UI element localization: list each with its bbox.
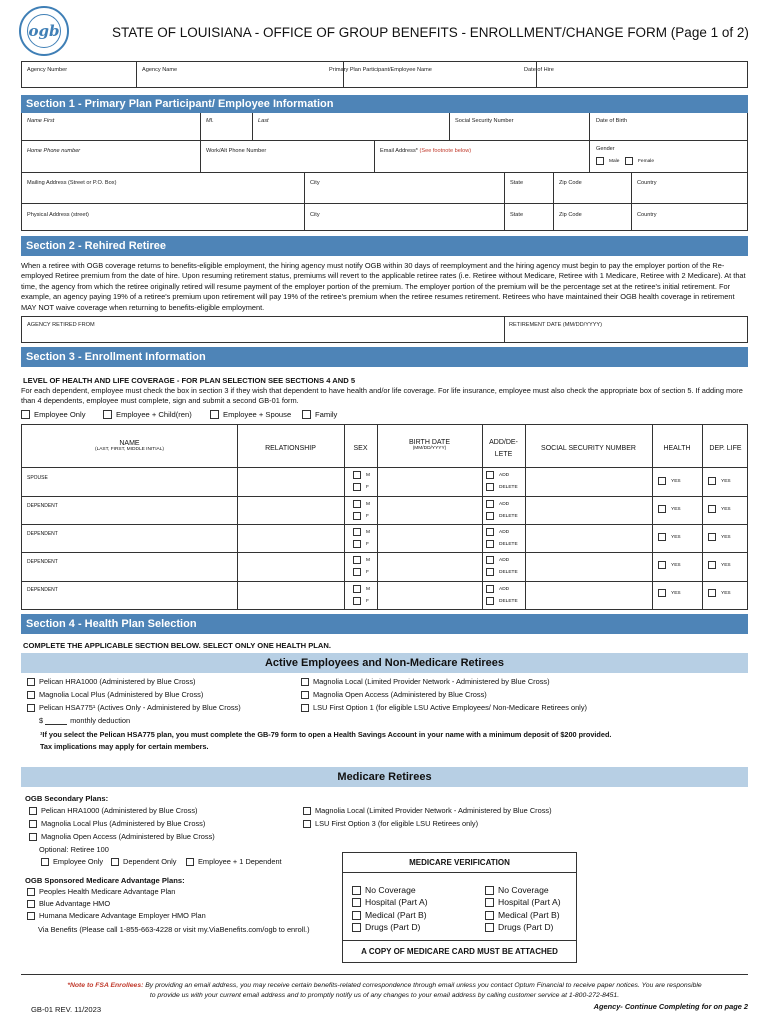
add-option[interactable] — [486, 556, 509, 564]
sex-m-option[interactable] — [353, 471, 370, 479]
col-add-delete: ADD/DE- LETE — [489, 439, 518, 458]
sex-f-checkbox[interactable] — [353, 540, 361, 548]
dep-life-yes-checkbox[interactable] — [708, 589, 716, 597]
plan-checkbox[interactable] — [303, 820, 311, 828]
delete-checkbox[interactable] — [486, 597, 494, 605]
medver-option[interactable] — [485, 885, 549, 895]
plan-option[interactable] — [301, 690, 487, 699]
hsa-note — [40, 729, 611, 753]
delete-checkbox[interactable] — [486, 540, 494, 548]
plan-option[interactable] — [27, 690, 203, 699]
medver-option-label: No Coverage — [498, 885, 549, 895]
employee-children-checkbox[interactable] — [103, 410, 112, 419]
hsa-note-line-1: ¹If you select the Pelican HSA775 plan, you must complete the GB-79 form to open a Health Savings Account in your name with a minimum deposit of $200 provided. — [40, 730, 612, 739]
plan-option[interactable] — [301, 703, 587, 712]
dep-life-yes-label: YES — [721, 562, 731, 568]
fsa-note-line-1: By providing an email address, you may receive certain benefits-related correspondence through email unless you contact Optum Financial to receive paper notices. You are responsible — [143, 982, 702, 989]
email-field[interactable] — [380, 148, 471, 154]
optional-retiree-label: Optional: Retiree 100 — [39, 845, 109, 854]
medver-checkbox[interactable] — [485, 886, 494, 895]
add-label: ADD — [499, 557, 510, 563]
medver-checkbox[interactable] — [352, 923, 361, 932]
add-label: ADD — [499, 586, 510, 592]
plan-option[interactable] — [29, 832, 215, 841]
secondary-plans-heading: OGB Secondary Plans: — [25, 794, 109, 803]
retiree-checkbox[interactable] — [111, 858, 119, 866]
ogb-logo — [19, 6, 69, 56]
dep-life-yes-label: YES — [721, 478, 731, 484]
active-employees-bar: Active Employees and Non-Medicare Retirees — [21, 653, 748, 673]
page-title: STATE OF LOUISIANA - OFFICE OF GROUP BENEFITS - ENROLLMENT/CHANGE FORM (Page 1 of 2) — [112, 25, 749, 40]
health-yes-option[interactable] — [658, 505, 681, 513]
section-2-header: Section 2 - Rehired Retiree — [21, 236, 748, 256]
form-revision-id: GB-01 REV. 11/2023 — [31, 1005, 102, 1014]
hsa-note-line-2: Tax implications may apply for certain members. — [40, 742, 209, 751]
sex-m-label: M — [366, 501, 370, 507]
dep-life-yes-option[interactable] — [708, 561, 731, 569]
col-birth-date — [377, 439, 482, 451]
retiree-option-label: Employee + 1 Dependent — [198, 857, 282, 866]
medver-option[interactable] — [352, 897, 428, 907]
health-yes-label: YES — [671, 562, 681, 568]
add-option[interactable] — [486, 585, 509, 593]
plan-option[interactable] — [303, 819, 478, 828]
sex-f-checkbox[interactable] — [353, 512, 361, 520]
health-yes-option[interactable] — [658, 533, 681, 541]
health-yes-checkbox[interactable] — [658, 533, 666, 541]
plan-checkbox[interactable] — [29, 807, 37, 815]
agency-row — [21, 61, 748, 88]
physical-address-field[interactable]: Physical Address (street) — [27, 212, 89, 218]
deduction-blank[interactable] — [45, 717, 67, 725]
add-checkbox[interactable] — [486, 528, 494, 536]
sex-f-label: F — [366, 513, 369, 519]
sex-m-label: M — [366, 586, 370, 592]
plan-checkbox[interactable] — [27, 888, 35, 896]
plan-label: Blue Advantage HMO — [39, 899, 111, 908]
retiree-checkbox[interactable] — [186, 858, 194, 866]
physical-state-field[interactable]: State — [510, 212, 524, 218]
plan-checkbox[interactable] — [27, 912, 35, 920]
plan-label: Magnolia Local Plus (Administered by Blue Cross) — [41, 819, 206, 828]
female-label: Female — [638, 158, 654, 164]
plan-option[interactable] — [29, 819, 205, 828]
medicare-verification-title: MEDICARE VERIFICATION — [343, 853, 576, 873]
dep-life-yes-checkbox[interactable] — [708, 505, 716, 513]
plan-label: Magnolia Open Access (Administered by Blue Cross) — [41, 832, 215, 841]
medver-option[interactable] — [352, 885, 416, 895]
plan-checkbox[interactable] — [301, 678, 309, 686]
sex-m-checkbox[interactable] — [353, 471, 361, 479]
dep-life-yes-checkbox[interactable] — [708, 561, 716, 569]
medver-option-label: Hospital (Part A) — [365, 897, 428, 907]
coverage-option-employee-children[interactable] — [103, 410, 192, 419]
sex-m-checkbox[interactable] — [353, 528, 361, 536]
delete-label: DELETE — [499, 541, 518, 547]
physical-country-field[interactable]: Country — [637, 212, 657, 218]
gender-label: Gender — [596, 146, 615, 152]
medver-option-label: Medical (Part B) — [498, 910, 560, 920]
dep-life-yes-option[interactable] — [708, 477, 731, 485]
dep-life-yes-checkbox[interactable] — [708, 477, 716, 485]
add-label: ADD — [499, 501, 510, 507]
agency-number-field[interactable]: Agency Number — [27, 67, 68, 73]
retiree-option-label: Dependent Only — [123, 857, 177, 866]
delete-checkbox[interactable] — [486, 483, 494, 491]
agency-retired-from-field[interactable]: AGENCY RETIRED FROM — [27, 322, 95, 328]
medver-option[interactable] — [352, 922, 420, 932]
row-spouse-label: SPOUSE — [27, 475, 48, 481]
plan-label: Humana Medicare Advantage Employer HMO Plan — [39, 911, 206, 920]
medver-option[interactable] — [485, 922, 553, 932]
plan-label: Magnolia Open Access (Administered by Blue Cross) — [313, 690, 487, 699]
dep-life-yes-option[interactable] — [708, 533, 731, 541]
medver-option-label: Hospital (Part A) — [498, 897, 561, 907]
row-dependent-label: DEPENDENT — [27, 559, 58, 565]
medver-option-label: No Coverage — [365, 885, 416, 895]
plan-option[interactable] — [303, 806, 552, 815]
mailing-address-field[interactable]: Mailing Address (Street or P.O. Box) — [27, 180, 117, 186]
col-ssn: SOCIAL SECURITY NUMBER — [541, 445, 636, 452]
plan-checkbox[interactable] — [27, 900, 35, 908]
sex-f-checkbox[interactable] — [353, 483, 361, 491]
sex-f-option[interactable] — [353, 597, 369, 605]
plan-label: LSU First Option 1 (for eligible LSU Active Employees/ Non-Medicare Retirees only) — [313, 703, 587, 712]
coverage-option-label: Employee Only — [34, 410, 86, 419]
sex-f-label: F — [366, 541, 369, 547]
col-sex: SEX — [353, 445, 368, 452]
employee-spouse-checkbox[interactable] — [210, 410, 219, 419]
col-name-sub-label: (LAST, FIRST, MIDDLE INITIAL) — [94, 447, 165, 452]
medver-option-label: Medical (Part B) — [365, 910, 427, 920]
retirement-date-field[interactable]: RETIREMENT DATE (MM/DD/YYYY) — [509, 322, 603, 328]
retiree-option[interactable] — [186, 857, 282, 866]
section-1-header: Section 1 - Primary Plan Participant/ Employee Information — [21, 95, 748, 113]
plan-label: Magnolia Local Plus (Administered by Blue Cross) — [39, 690, 204, 699]
col-name-label: NAME — [119, 440, 140, 447]
delete-label: DELETE — [499, 569, 518, 575]
enrollment-paragraph: For each dependent, employee must check the box in section 3 if they wish that dependent to have health and/or life coverage. For life insurance, employee must also check the appropriate box of section 5. If adding more than 4 dependents, employee must complete, sign and submit a second GB-01 form. — [21, 386, 743, 406]
plan-checkbox[interactable] — [27, 704, 35, 712]
email-label: Email Address* — [380, 148, 418, 154]
mailing-state-field[interactable]: State — [510, 180, 524, 186]
medver-option-label: Drugs (Part D) — [498, 922, 554, 932]
health-yes-label: YES — [671, 478, 681, 484]
date-of-hire-field[interactable]: Date of Hire — [524, 67, 554, 73]
dependent-table — [21, 424, 748, 610]
plan-option[interactable] — [27, 899, 110, 908]
plan-label: Pelican HSA775¹ (Actives Only - Administered by Blue Cross) — [39, 703, 241, 712]
agency-name-field[interactable]: Agency Name — [142, 67, 178, 73]
sex-m-checkbox[interactable] — [353, 585, 361, 593]
plan-option[interactable] — [27, 677, 196, 686]
col-relationship: RELATIONSHIP — [265, 445, 316, 452]
plan-label: Pelican HRA1000 (Administered by Blue Cross) — [41, 806, 198, 815]
add-checkbox[interactable] — [486, 471, 494, 479]
medver-checkbox[interactable] — [352, 898, 361, 907]
medver-option-label: Drugs (Part D) — [365, 922, 421, 932]
delete-option[interactable] — [486, 568, 518, 576]
plan-option[interactable] — [301, 677, 550, 686]
plan-checkbox[interactable] — [27, 691, 35, 699]
plan-checkbox[interactable] — [303, 807, 311, 815]
delete-checkbox[interactable] — [486, 512, 494, 520]
delete-option[interactable] — [486, 540, 518, 548]
home-phone-field[interactable]: Home Phone number — [27, 148, 81, 154]
medver-option[interactable] — [352, 910, 427, 920]
add-checkbox[interactable] — [486, 556, 494, 564]
section-4-header: Section 4 - Health Plan Selection — [21, 614, 748, 634]
fsa-note-line-2: to provide us with your current email address and to promptly notify us of any changes to your email address by calling customer service at 1-800-272-8451. — [149, 992, 620, 999]
physical-zip-field[interactable]: Zip Code — [559, 212, 582, 218]
health-yes-checkbox[interactable] — [658, 477, 666, 485]
retiree-fields — [21, 316, 748, 343]
add-label: ADD — [499, 472, 510, 478]
add-option[interactable] — [486, 471, 509, 479]
row-dependent-label: DEPENDENT — [27, 587, 58, 593]
email-footnote-label: (See footnote below) — [419, 148, 472, 154]
delete-option[interactable] — [486, 597, 518, 605]
family-checkbox[interactable] — [302, 410, 311, 419]
dep-life-yes-label: YES — [721, 506, 731, 512]
via-benefits-note: Via Benefits (Please call 1-855-663-4228 or visit my.ViaBenefits.com/ogb to enroll.) — [38, 925, 310, 934]
medver-checkbox[interactable] — [485, 911, 494, 920]
sex-f-label: F — [366, 598, 369, 604]
medver-option[interactable] — [485, 910, 560, 920]
sponsored-plans-heading: OGB Sponsored Medicare Advantage Plans: — [25, 876, 185, 885]
row-dependent-label: DEPENDENT — [27, 503, 58, 509]
sex-m-checkbox[interactable] — [353, 500, 361, 508]
plan-checkbox[interactable] — [301, 704, 309, 712]
plan-option[interactable] — [27, 887, 175, 896]
monthly-deduction-label: monthly deduction — [70, 716, 131, 725]
sex-m-checkbox[interactable] — [353, 556, 361, 564]
female-checkbox[interactable] — [625, 157, 633, 165]
health-yes-checkbox[interactable] — [658, 589, 666, 597]
health-plan-instruction: COMPLETE THE APPLICABLE SECTION BELOW. SELECT ONLY ONE HEALTH PLAN. — [23, 641, 331, 650]
col-birth-label: BIRTH DATE — [409, 439, 450, 446]
delete-label: DELETE — [499, 513, 518, 519]
plan-checkbox[interactable] — [29, 833, 37, 841]
col-dep-life: DEP. LIFE — [709, 445, 742, 452]
sex-f-checkbox[interactable] — [353, 568, 361, 576]
delete-label: DELETE — [499, 598, 518, 604]
gender-female-option[interactable] — [625, 157, 654, 165]
plan-label: Peoples Health Medicare Advantage Plan — [39, 887, 176, 896]
sex-f-option[interactable] — [353, 540, 369, 548]
sex-m-label: M — [366, 529, 370, 535]
mailing-country-field[interactable]: Country — [637, 180, 657, 186]
medver-checkbox[interactable] — [485, 923, 494, 932]
medver-option[interactable] — [485, 897, 561, 907]
coverage-option-label: Employee + Child(ren) — [116, 410, 192, 419]
dep-life-yes-label: YES — [721, 534, 731, 540]
last-name-field[interactable]: Last — [258, 118, 269, 124]
plan-checkbox[interactable] — [27, 678, 35, 686]
plan-label: LSU First Option 3 (for eligible LSU Retirees only) — [315, 819, 479, 828]
plan-checkbox[interactable] — [29, 820, 37, 828]
health-yes-option[interactable] — [658, 477, 681, 485]
medver-checkbox[interactable] — [352, 886, 361, 895]
primary-participant-name-field[interactable]: Primary Plan Participant/Employee Name — [329, 67, 432, 73]
plan-option[interactable] — [27, 703, 241, 712]
col-name — [22, 440, 237, 452]
delete-option[interactable] — [486, 512, 518, 520]
health-yes-label: YES — [671, 590, 681, 596]
sex-m-option[interactable] — [353, 556, 370, 564]
sex-m-option[interactable] — [353, 500, 370, 508]
medicare-verification-box — [342, 852, 577, 963]
sex-m-label: M — [366, 557, 370, 563]
monthly-deduction-field[interactable] — [39, 716, 130, 725]
fsa-footnote — [21, 981, 748, 1001]
plan-option[interactable] — [27, 911, 206, 920]
medicare-retirees-bar: Medicare Retirees — [21, 767, 748, 787]
retiree-option[interactable] — [41, 857, 103, 866]
physical-city-field[interactable]: City — [310, 212, 320, 218]
health-yes-label: YES — [671, 506, 681, 512]
health-yes-checkbox[interactable] — [658, 505, 666, 513]
add-option[interactable] — [486, 500, 509, 508]
ssn-field[interactable]: Social Security Number — [455, 118, 514, 124]
medver-checkbox[interactable] — [352, 911, 361, 920]
coverage-option-label: Family — [315, 410, 338, 419]
dep-life-yes-label: YES — [721, 590, 731, 596]
coverage-option-employee-spouse[interactable] — [210, 410, 291, 419]
delete-label: DELETE — [499, 484, 518, 490]
row-dependent-label: DEPENDENT — [27, 531, 58, 537]
sex-f-label: F — [366, 569, 369, 575]
employee-only-checkbox[interactable] — [21, 410, 30, 419]
plan-option[interactable] — [29, 806, 198, 815]
fsa-note-label: *Note to FSA Enrollees: — [67, 982, 144, 989]
dollar-sign: $ — [39, 716, 44, 725]
col-health: HEALTH — [663, 445, 691, 452]
rehired-retiree-paragraph: When a retiree with OGB coverage returns to benefits-eligible employment, the hiring agency must notify OGB within 30 days of reemployment and the hiring agency must begin to pay the employer portion of the Re-employed Retiree premium from the date of hire. Upon resuming retirement status, premiums will revert to the applicable retiree rates (i.e. Retiree without Medicare, Retiree with 1 Medicare, Retiree with 2 Medicare). At that time, the agency from which the retiree originally retired will resume payment of the employer portion of the premium. The employer portion of the premium will be the percentage set at the retiree's initial retirement. For example, an agency paying 19% of a retiree's premium upon retirement will pay 19% of the retiree's premium when the retiree resumes retirement. Retirees who have maintained their OGB health coverage in retirement MAY NOT waive coverage when returning to benefits-eligible employment. — [21, 261, 746, 312]
dep-life-yes-checkbox[interactable] — [708, 533, 716, 541]
add-option[interactable] — [486, 528, 509, 536]
coverage-option-label: Employee + Spouse — [223, 410, 292, 419]
male-label: Male — [609, 158, 620, 164]
sex-f-label: F — [366, 484, 369, 490]
male-checkbox[interactable] — [596, 157, 604, 165]
retiree-option[interactable] — [111, 857, 176, 866]
plan-label: Magnolia Local (Limited Provider Network - Administered by Blue Cross) — [313, 677, 550, 686]
sex-f-option[interactable] — [353, 512, 369, 520]
add-label: ADD — [499, 529, 510, 535]
plan-checkbox[interactable] — [301, 691, 309, 699]
sex-f-option[interactable] — [353, 483, 369, 491]
plan-label: Magnolia Local (Limited Provider Network - Administered by Blue Cross) — [315, 806, 552, 815]
delete-option[interactable] — [486, 483, 518, 491]
work-phone-field[interactable]: Work/Alt Phone Number — [206, 148, 267, 154]
sex-m-option[interactable] — [353, 528, 370, 536]
health-yes-label: YES — [671, 534, 681, 540]
medver-checkbox[interactable] — [485, 898, 494, 907]
retiree-option-label: Employee Only — [53, 857, 104, 866]
mailing-city-field[interactable]: City — [310, 180, 320, 186]
medicare-card-notice: A COPY OF MEDICARE CARD MUST BE ATTACHED — [343, 940, 576, 962]
section-divider — [21, 974, 748, 975]
add-checkbox[interactable] — [486, 585, 494, 593]
add-checkbox[interactable] — [486, 500, 494, 508]
date-of-birth-field[interactable]: Date of Birth — [596, 118, 628, 124]
dep-life-yes-option[interactable] — [708, 589, 731, 597]
health-yes-option[interactable] — [658, 589, 681, 597]
health-yes-option[interactable] — [658, 561, 681, 569]
coverage-option-family[interactable] — [302, 410, 337, 419]
sex-m-option[interactable] — [353, 585, 370, 593]
plan-label: Pelican HRA1000 (Administered by Blue Cross) — [39, 677, 196, 686]
delete-checkbox[interactable] — [486, 568, 494, 576]
section-3-header: Section 3 - Enrollment Information — [21, 347, 748, 367]
name-first-field[interactable]: Name First — [27, 118, 55, 124]
sex-f-checkbox[interactable] — [353, 597, 361, 605]
coverage-option-employee-only[interactable] — [21, 410, 86, 419]
dep-life-yes-option[interactable] — [708, 505, 731, 513]
health-yes-checkbox[interactable] — [658, 561, 666, 569]
col-birth-sub-label: (MM/DD/YYYY) — [412, 446, 447, 451]
continue-note: Agency- Continue Completing for on page 2 — [593, 1002, 748, 1011]
section-1-grid — [21, 113, 748, 231]
sex-f-option[interactable] — [353, 568, 369, 576]
mi-field[interactable]: MI. — [206, 118, 214, 124]
gender-male-option[interactable] — [596, 157, 619, 165]
coverage-heading: LEVEL OF HEALTH AND LIFE COVERAGE - FOR PLAN SELECTION SEE SECTIONS 4 AND 5 — [23, 376, 356, 385]
mailing-zip-field[interactable]: Zip Code — [559, 180, 582, 186]
logo-text: ogb — [28, 22, 60, 40]
sex-m-label: M — [366, 472, 370, 478]
retiree-checkbox[interactable] — [41, 858, 49, 866]
